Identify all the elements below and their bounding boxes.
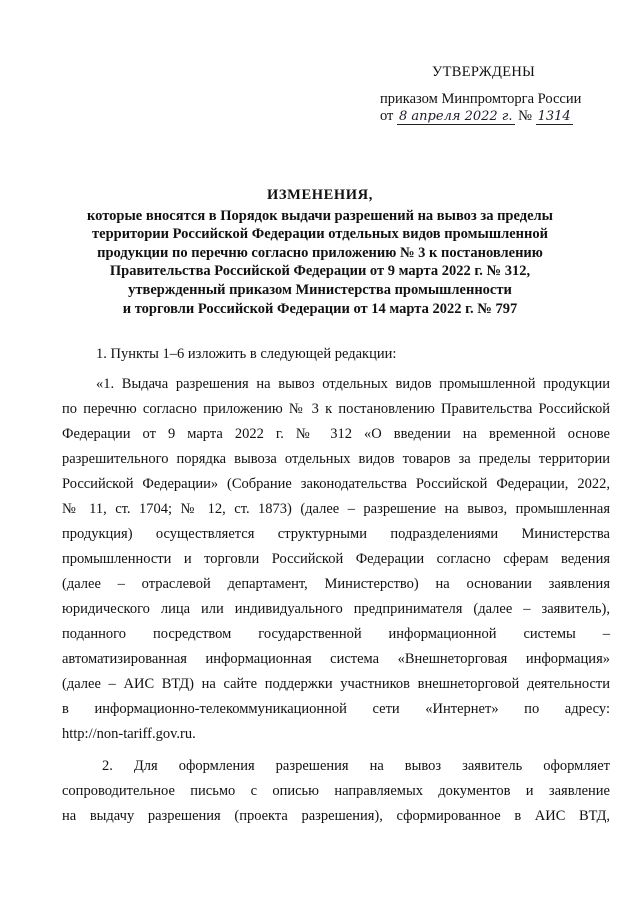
number-prefix: № — [518, 108, 532, 124]
title-line: которые вносятся в Порядок выдачи разрешений на вывоз за пределы — [87, 207, 553, 224]
body-line: разрешительного порядка вывоза отдельных видов товаров за пределы территории — [62, 451, 610, 467]
document-title — [60, 186, 580, 318]
body-line: автоматизированная информационная система «Внешнеторговая информация» — [62, 651, 610, 667]
body-line: в информационно-телекоммуникационной сети «Интернет» по адресу: — [62, 701, 610, 717]
title-line: утвержденный приказом Министерства промышленности — [128, 281, 512, 298]
body-line: (далее – АИС ВТД) на сайте поддержки участников внешнеторговой деятельности — [62, 676, 610, 692]
title-main: ИЗМЕНЕНИЯ, — [267, 187, 373, 203]
body-line-url: http://non-tariff.gov.ru. — [62, 726, 196, 742]
body-line: продукция) осуществляется структурными подразделениями Министерства — [62, 526, 610, 542]
title-line: продукции по перечню согласно приложению № 3 к постановлению — [97, 244, 543, 261]
body-line: № 11, ст. 1704; № 12, ст. 1873) (далее – разрешение на вывоз, промышленная — [62, 501, 610, 517]
title-line: территории Российской Федерации отдельных видов промышленной — [92, 226, 548, 243]
body-line: на выдачу разрешения (проекта разрешения), сформированное в АИС ВТД, — [62, 808, 610, 824]
handwritten-number: 1314 — [537, 109, 571, 124]
order-date-line — [380, 108, 590, 125]
body-line: юридического лица или индивидуального предпринимателя (далее – заявитель), — [62, 601, 610, 617]
date-prefix: от — [380, 108, 394, 124]
body-line: Российской Федерации» (Собрание законодательства Российской Федерации, 2022, — [62, 476, 610, 492]
body-line: «1. Выдача разрешения на вывоз отдельных видов промышленной продукции — [96, 376, 610, 392]
handwritten-date: 8 апреля 2022 г. — [399, 109, 513, 124]
body-line: поданного посредством государственной информационной системы – — [62, 626, 610, 642]
body-line: (далее – отраслевой департамент, Министерство) на основании заявления — [62, 576, 610, 592]
body-line: 2. Для оформления разрешения на вывоз заявитель оформляет — [102, 758, 610, 774]
body-line: по перечню согласно приложению № 3 к постановлению Правительства Российской — [62, 401, 610, 417]
title-line: и торговли Российской Федерации от 14 марта 2022 г. № 797 — [122, 300, 518, 317]
body-line: сопроводительное письмо с описью направляемых документов и заявление — [62, 783, 610, 799]
body-line: 1. Пункты 1–6 изложить в следующей редакции: — [96, 346, 397, 362]
order-label: приказом Минпромторга России — [380, 91, 582, 107]
title-line: Правительства Российской Федерации от 9 марта 2022 г. № 312, — [109, 263, 531, 280]
body-line: промышленности и торговли Российской Федерации согласно сферам ведения — [62, 551, 610, 567]
approved-heading: УТВЕРЖДЕНЫ — [432, 64, 536, 80]
body-line: Федерации от 9 марта 2022 г. № 312 «О введении на временной основе — [62, 426, 610, 442]
